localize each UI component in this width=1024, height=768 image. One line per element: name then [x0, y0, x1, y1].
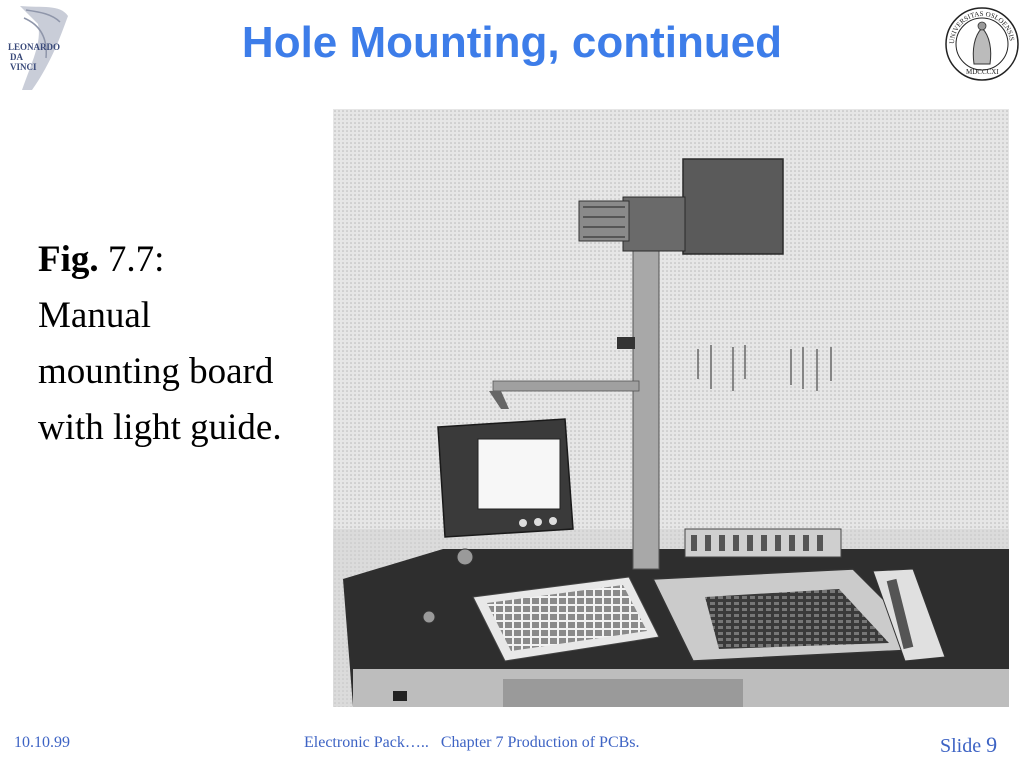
fig-label: Fig. — [38, 239, 99, 280]
footer-chapter: Electronic Pack….. Chapter 7 Production of PCBs. — [304, 734, 640, 751]
footer-date: 10.10.99 — [14, 734, 70, 751]
slide-title: Hole Mounting, continued — [241, 18, 783, 67]
fig-description: Manual mounting board with light guide. — [38, 295, 282, 448]
figure-caption — [38, 232, 288, 456]
slide-label: Slide — [940, 735, 982, 757]
svg-text:MDCCCXI: MDCCCXI — [966, 68, 999, 76]
slide-number: 9 — [986, 732, 998, 757]
university-seal-logo — [944, 6, 1020, 82]
fig-number: 7.7: — [107, 239, 165, 280]
svg-text:DA: DA — [10, 52, 23, 62]
footer-slide-number — [940, 732, 997, 758]
svg-text:UNIVERSITAS OSLOENSIS: UNIVERSITAS OSLOENSIS — [947, 9, 1016, 45]
svg-text:LEONARDO: LEONARDO — [8, 42, 61, 52]
manual-mounting-board-photo — [333, 109, 1009, 707]
svg-text:VINCI: VINCI — [10, 62, 37, 72]
